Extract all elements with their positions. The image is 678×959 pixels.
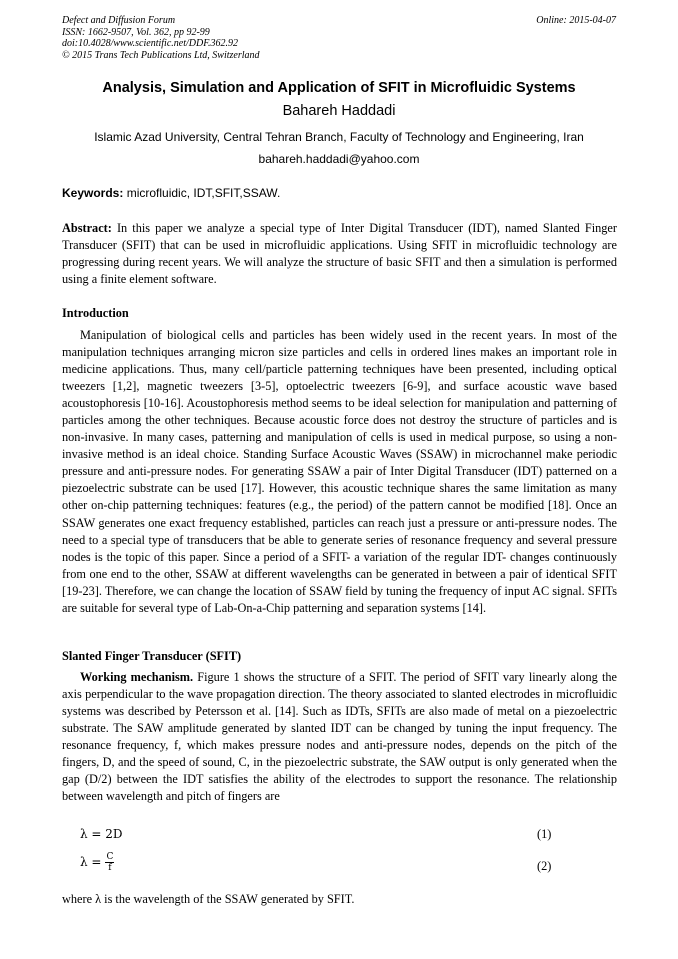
abstract-label: Abstract: xyxy=(62,221,112,235)
online-date: Online: 2015-04-07 xyxy=(536,15,616,26)
equation-1-number: (1) xyxy=(537,827,552,841)
equation-2-lhs: λ = xyxy=(80,855,102,869)
author-affiliation: Islamic Azad University, Central Tehran Branch, Faculty of Technology and Engineering, Iran xyxy=(94,130,584,144)
equation-2-fraction xyxy=(105,852,114,873)
equation-1: λ = 2D xyxy=(80,827,123,841)
journal-issn: ISSN: 1662-9507, Vol. 362, pp 92-99 xyxy=(62,26,210,38)
working-mechanism-label: Working mechanism. xyxy=(80,670,194,684)
equation-2-denominator: f xyxy=(108,863,112,873)
author-name: Bahareh Haddadi xyxy=(282,103,396,119)
keywords xyxy=(62,185,616,202)
sfit-heading: Slanted Finger Transducer (SFIT) xyxy=(62,649,242,663)
author-email: bahareh.haddadi@yahoo.com xyxy=(258,152,420,166)
paper-title: Analysis, Simulation and Application of SFIT in Microfluidic Systems xyxy=(102,80,576,96)
abstract-text: In this paper we analyze a special type of Inter Digital Transducer (IDT), named Slanted Finger Transducer (SFIT) that can be used in microfluidic applications. Using SFIT in microfluidic technology are progressing during recent years. We will analyze the structure of basic SFIT and then a simulation is performed using a finite element software. xyxy=(62,221,617,287)
introduction-heading: Introduction xyxy=(62,306,129,320)
journal-doi: doi:10.4028/www.scientific.net/DDF.362.92 xyxy=(62,38,239,49)
working-mechanism-text: Figure 1 shows the structure of a SFIT. The period of SFIT vary linearly along the axis perpendicular to the wave propagation direction. The theory associated to slanted electrodes in microfluidic systems was described by Petersson et al. [14]. Such as IDTs, SFITs are also made of metal on a piezoelectric substrate. The SAW amplitude generated by slanted IDT can be changed by tuning the input frequency. The resonance frequency, f, which makes pressure nodes and anti-pressure nodes, depends on the pitch of the fingers, D, and the speed of sound, C, in the piezoelectric substrate, the SAW output is only generated when the gap (D/2) between the IDT satisfies the ability of the electrodes to support the resonance. The relationship between wavelength and pitch of fingers are xyxy=(62,670,618,804)
journal-copyright: © 2015 Trans Tech Publications Ltd, Switzerland xyxy=(62,49,260,61)
equation-2 xyxy=(80,852,114,873)
introduction-text: Manipulation of biological cells and particles has been widely used in the recent years. In most of the manipulation techniques arranging micron size particles and cells in ordered lines makes an important role in medicine applications. Thus, many cell/particle patterning techniques have been presented, including optical tweezers [1,2], magnetic tweezers [3-5], optoelectric tweezers [6-9], and surface acoustic wave based acoustophoresis [10-16]. Acoustophoresis method seems to be ideal selection for manipulation and patterning of particles among the other techniques. Because acoustic force does not destroy the structure of particles and is non-invasive. In many cases, patterning and manipulation of cells is used in medical purpose, so using a non-invasive method is an ideal choice. Standing Surface Acoustic Waves (SSAW) in microchannel make periodic pressure and anti-pressure nodes. For generating SSAW a pair of Inter Digital Transducer (IDT) patterned on a piezoelectric substrate can be used [17]. However, this acoustic technique shares the same limitation as many other on-chip patterning techniques: features (e.g., the period) of the pattern cannot be modified [18]. Once an SSAW generates one exact frequency established, particles can reach just a pressure or anti-pressure nodes. The need to a special type of transducers that be able to generate series of resonance frequency and several pressure nodes is the topic of this paper. Since a period of a SFIT- a variation of the regular IDT- changes continuously from one end to the other, SSAW at different wavelengths can be generated in between a pair of identical SFIT [19-23]. Therefore, we can change the location of SSAW field by tuning the frequency of input AC signal. SFITs are suitable for several type of Lab-On-a-Chip patterning and separation systems [14]. xyxy=(62,328,617,615)
abstract xyxy=(62,220,617,288)
journal-header xyxy=(62,15,616,61)
keywords-text: microfluidic, IDT,SFIT,SSAW. xyxy=(123,186,281,200)
closing-sentence: where λ is the wavelength of the SSAW generated by SFIT. xyxy=(62,892,355,906)
journal-name: Defect and Diffusion Forum xyxy=(62,15,176,26)
journal-info xyxy=(62,15,616,61)
keywords-label: Keywords: xyxy=(62,186,124,200)
equation-2-number: (2) xyxy=(537,859,552,873)
equation-2-numerator: C xyxy=(106,852,114,862)
sfit-text xyxy=(62,669,617,805)
